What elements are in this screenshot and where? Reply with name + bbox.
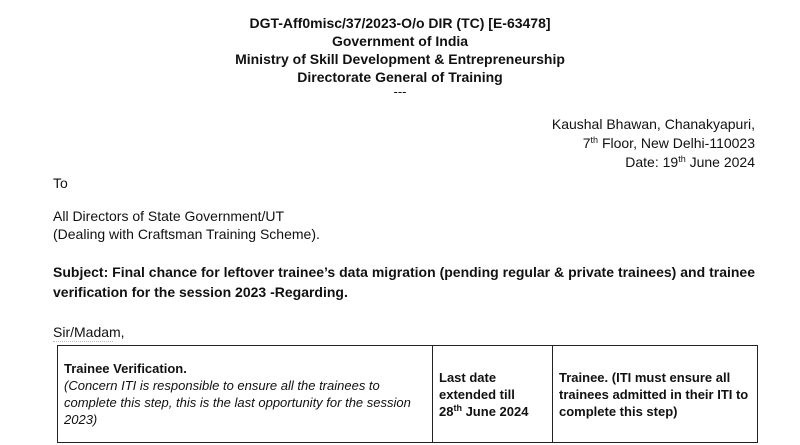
floor-rest: Floor, New Delhi-110023: [598, 135, 755, 151]
to-label: To: [53, 175, 68, 191]
floor-number: 7: [582, 135, 591, 151]
recipient-line-1: All Directors of State Government/UT: [53, 208, 285, 224]
deadline-line-2: extended till: [439, 386, 515, 402]
subject-line: Subject: Final chance for leftover trainee’s data migration (pending regular & private trainees) and trainee verification for the session 2023 -Regarding.: [53, 264, 755, 300]
step-title: Trainee Verification.: [64, 361, 187, 376]
date-suffix: th: [678, 154, 686, 164]
date-rest: June 2024: [685, 154, 755, 170]
step-note: (Concern ITI is responsible to ensure all the trainees to complete this step, this is the last opportunity for the session 2023): [64, 378, 411, 427]
deadline-cell: [433, 346, 553, 443]
recipient-block: [53, 207, 320, 243]
floor-suffix: th: [590, 135, 599, 145]
deadline-rest: June 2024: [461, 403, 529, 419]
deadline-suffix: th: [453, 402, 462, 413]
steps-table: [57, 345, 758, 443]
deadline-day: 28: [439, 403, 454, 419]
salutation: Sir/Madam,: [53, 324, 125, 340]
deadline-line-1: Last date: [439, 369, 497, 385]
header-separator: ---: [393, 84, 407, 99]
responsibility-cell: Trainee. (ITI must ensure all trainees admitted in their ITI to complete this step): [553, 346, 758, 443]
table-row: [58, 346, 758, 443]
address-line-2: [552, 134, 755, 153]
recipient-line-2: (Dealing with Craftsman Training Scheme).: [53, 226, 320, 242]
directorate-line: Directorate General of Training: [297, 69, 503, 85]
letter-date: [552, 153, 755, 172]
letter-header: [0, 14, 800, 98]
date-prefix: Date: 19: [625, 154, 679, 170]
government-line: Government of India: [331, 33, 469, 49]
ministry-line: Ministry of Skill Development & Entrepreneurship: [235, 51, 565, 67]
file-number: DGT-Aff0misc/37/2023-O/o DIR (TC) [E-63478]: [249, 15, 551, 31]
sender-address: [552, 115, 755, 172]
step-cell: [58, 346, 433, 443]
deadline-line-3: [439, 403, 546, 420]
address-line-1: Kaushal Bhawan, Chanakyapuri,: [551, 116, 755, 132]
